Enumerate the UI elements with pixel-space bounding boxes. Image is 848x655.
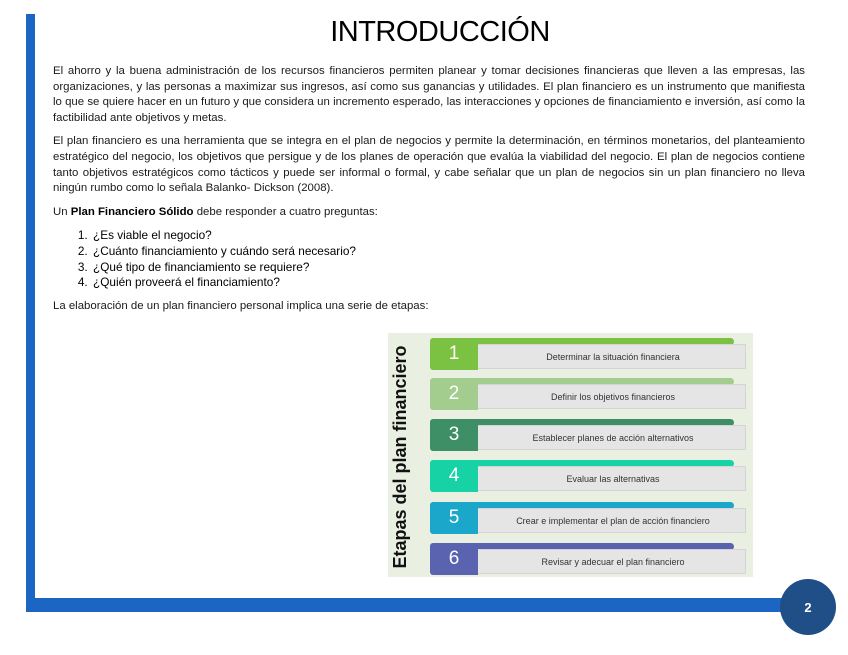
stage-label: Determinar la situación financiera [474, 344, 746, 369]
stage-label: Establecer planes de acción alternativos [474, 425, 746, 450]
stage-step-4 [430, 460, 748, 492]
stage-number: 4 [430, 460, 478, 492]
stage-number: 1 [430, 338, 478, 370]
paragraph-1: El ahorro y la buena administración de los recursos financieros permiten planear y tomar decisiones financieras que lleven a las empresas, las organizaciones, y las personas a maximizar sus ingresos, así como sus ganancias y utilidades. El plan financiero es un instrumento que manifiesta lo que se quiere hacer en un futuro y que considera un incremento esperado, las interacciones y opciones de financiamiento e inversión, así como la factibilidad ante objetivos y metas. [53, 65, 805, 124]
stage-number: 6 [430, 543, 478, 575]
stage-label: Evaluar las alternativas [474, 466, 746, 491]
stage-step-3 [430, 419, 748, 451]
paragraph-3-suffix: debe responder a cuatro preguntas: [193, 205, 378, 218]
stage-label: Definir los objetivos financieros [474, 384, 746, 409]
stage-step-1 [430, 338, 748, 370]
paragraph-3-prefix: Un [53, 205, 71, 218]
stages-diagram [388, 333, 753, 577]
question-item: 3. ¿Qué tipo de financiamiento se requiere? [91, 260, 805, 276]
question-item: 4. ¿Quién proveerá el financiamiento? [91, 275, 805, 291]
paragraph-2: El plan financiero es una herramienta que se integra en el plan de negocios y permite la determinación, en términos monetarios, del planteamiento estratégico del negocio, los objetivos que persigue y de los planes de operación que evalúa la viabilidad del negocio. El plan de negocios contiene tanto objetivos estratégicos como tácticos y puede ser informal o formal, y cabe señalar que un plan de negocios sin un plan financiero no lleva ningún rumbo como lo señala Balanko- Dickson (2008). [53, 135, 805, 195]
page-number: 2 [804, 599, 812, 615]
question-item: 2. ¿Cuánto financiamiento y cuándo será necesario? [91, 244, 805, 260]
question-item: 1. ¿Es viable el negocio? [91, 228, 805, 244]
stage-number: 3 [430, 419, 478, 451]
page-title: INTRODUCCIÓN [330, 16, 550, 48]
stage-step-2 [430, 378, 748, 410]
stage-number: 5 [430, 502, 478, 534]
questions-list [53, 228, 805, 290]
paragraph-4: La elaboración de un plan financiero personal implica una serie de etapas: [53, 299, 429, 312]
paragraph-3 [53, 205, 805, 221]
diagram-title: Etapas del plan financiero [390, 345, 410, 569]
bottom-accent-bar [26, 598, 796, 612]
stage-label: Revisar y adecuar el plan financiero [474, 549, 746, 574]
stage-number: 2 [430, 378, 478, 410]
main-content [53, 64, 805, 322]
paragraph-3-bold: Plan Financiero Sólido [70, 205, 194, 218]
left-accent-bar [26, 14, 35, 612]
stage-step-5 [430, 502, 748, 534]
page-number-badge [780, 579, 836, 635]
stage-label: Crear e implementar el plan de acción financiero [474, 508, 746, 533]
stage-step-6 [430, 543, 748, 575]
